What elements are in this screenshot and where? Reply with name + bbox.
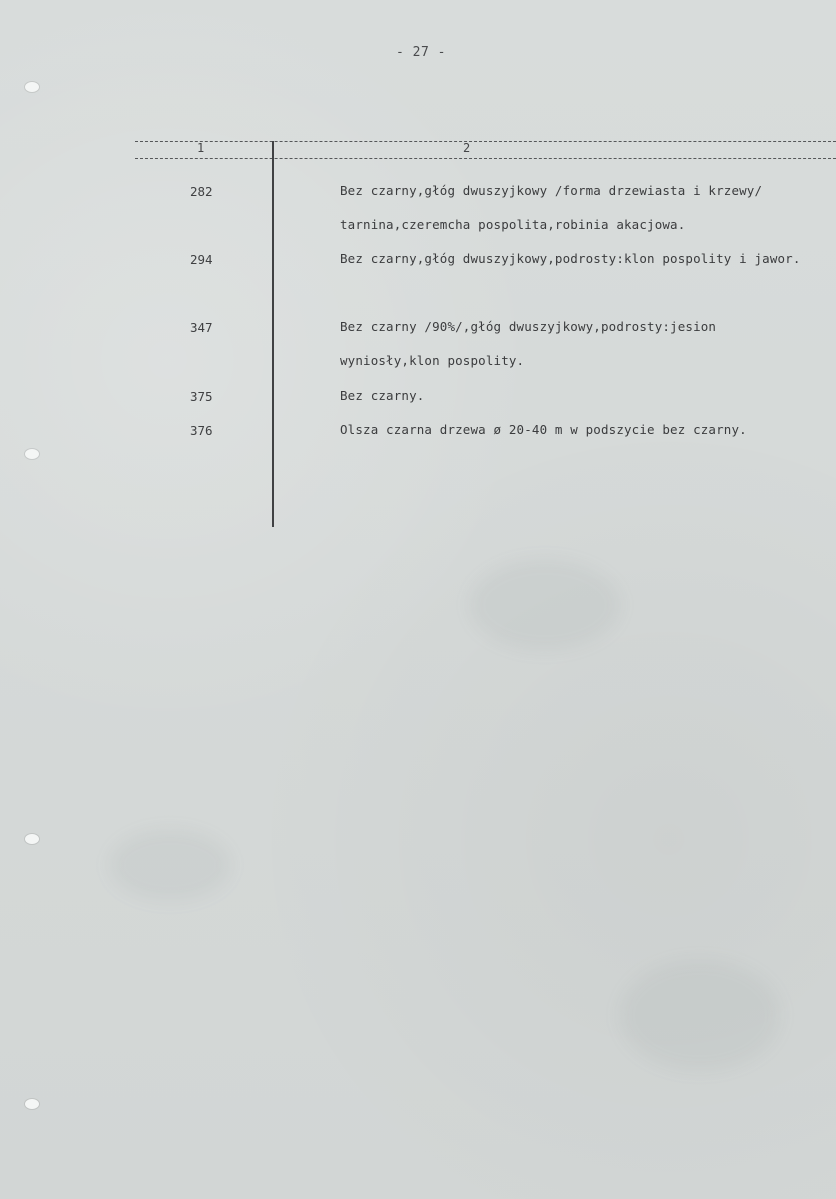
row-description: Bez czarny,głóg dwuszyjkowy,podrosty:klon pospolity i jawor.: [340, 251, 801, 266]
row-description: Bez czarny /90%/,głóg dwuszyjkowy,podrosty:jesion wyniosły,klon pospolity.: [340, 319, 717, 368]
column-header-1: 1: [197, 141, 205, 155]
row-description: Olsza czarna drzewa ø 20-40 m w podszycie bez czarny.: [340, 422, 747, 437]
page-number: - 27 -: [396, 45, 446, 60]
row-description: Bez czarny,głóg dwuszyjkowy /forma drzewiasta i krzewy/ tarnina,czeremcha pospolita,robinia akacjowa.: [340, 183, 763, 232]
table-column-divider: [272, 141, 274, 527]
row-number: 294: [190, 252, 213, 267]
row-number: 347: [190, 320, 213, 335]
row-description: Bez czarny.: [340, 388, 425, 403]
row-number: 375: [190, 389, 213, 404]
paper-stain: [620, 960, 780, 1070]
paper-stain: [470, 560, 620, 650]
paper-stain: [110, 830, 230, 900]
binder-hole: [25, 834, 39, 844]
binder-hole: [25, 449, 39, 459]
row-number: 282: [190, 184, 213, 199]
column-header-2: 2: [463, 141, 471, 155]
header-top-rule: [135, 141, 836, 142]
table-header: [135, 137, 836, 161]
row-number: 376: [190, 423, 213, 438]
binder-hole: [25, 82, 39, 92]
header-bottom-rule: [135, 158, 836, 159]
binder-hole: [25, 1099, 39, 1109]
